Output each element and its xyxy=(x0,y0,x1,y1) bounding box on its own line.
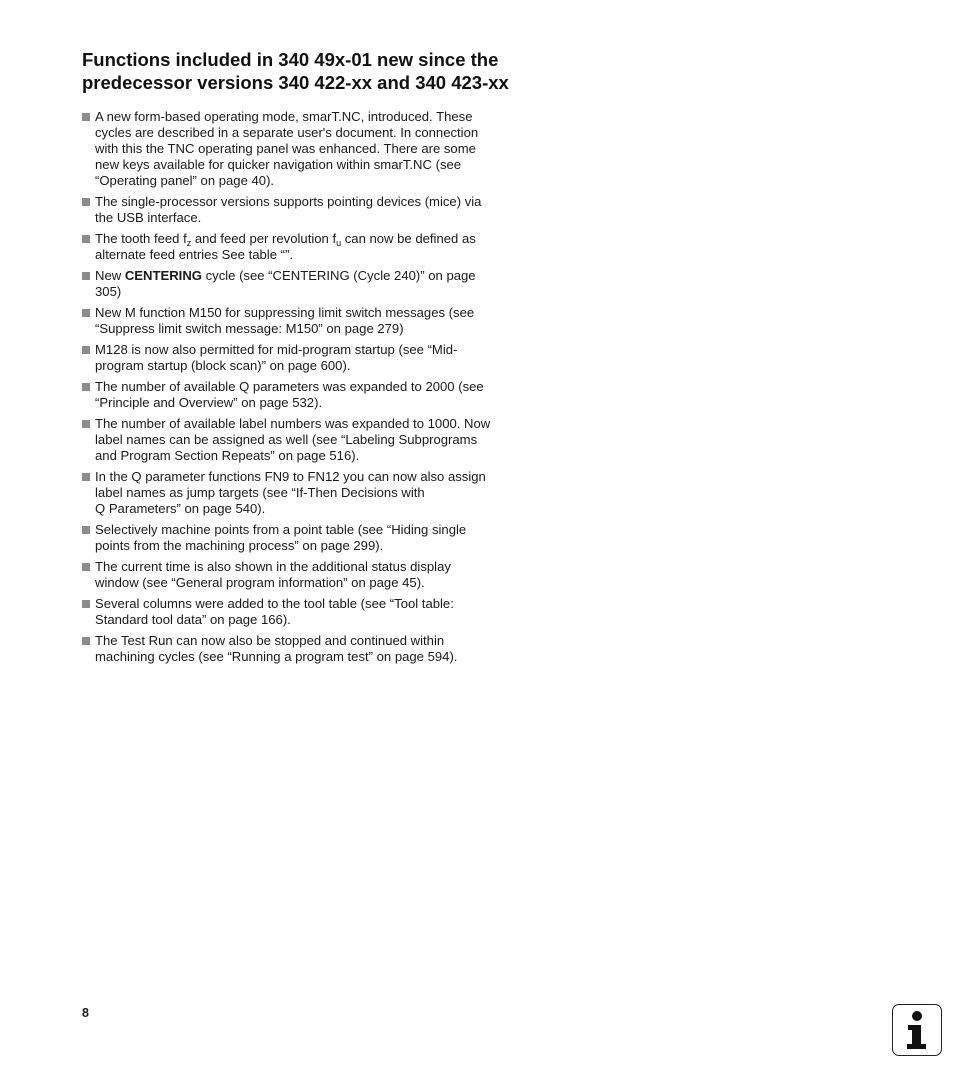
list-item: New M function M150 for suppressing limit switch messages (see “Suppress limit switch message: M150” on page 279) xyxy=(82,305,527,337)
cross-reference[interactable]: points from the machining process” on page 299). xyxy=(95,538,384,553)
cross-reference[interactable]: “Principle and Overview” on page 532). xyxy=(95,395,323,410)
list-item: The tooth feed $f_z$ and feed per revolution $f_u$ can now be defined as alternate feed entries See table “”. xyxy=(82,231,527,263)
page-number: 8 xyxy=(82,1006,89,1020)
cross-reference[interactable]: “Operating panel” on page 40). xyxy=(95,173,275,188)
cross-reference[interactable]: machining cycles (see “Running a program test” on page 594). xyxy=(95,649,458,664)
list-item: New CENTERING cycle (see “CENTERING (Cycle 240)” on page 305) xyxy=(82,268,527,300)
list-item: The current time is also shown in the additional status display window (see “General program information” on page 45). xyxy=(82,559,527,591)
heading-line-2: predecessor versions 340 422-xx and 340 423-xx xyxy=(82,72,509,93)
cross-reference[interactable]: Q Parameters” on page 540). xyxy=(95,501,266,516)
subscript-u: u xyxy=(336,238,342,248)
cross-reference[interactable]: window (see “General program information” on page 45). xyxy=(95,575,425,590)
cross-reference[interactable]: “Suppress limit switch message: M150” on page 279) xyxy=(95,321,404,336)
info-icon xyxy=(892,1004,942,1056)
list-item: The single-processor versions supports pointing devices (mice) via the USB interface. xyxy=(82,194,527,226)
cross-reference[interactable]: and Program Section Repeats” on page 516). xyxy=(95,448,360,463)
info-glyph xyxy=(893,1005,940,1054)
list-item: The Test Run can now also be stopped and continued within machining cycles (see “Running a program test” on page 594). xyxy=(82,633,527,665)
list-item: The number of available label numbers was expanded to 1000. Now label names can be assigned as well (see “Labeling Subprograms and Program Section Repeats” on page 516). xyxy=(82,416,527,464)
cross-reference[interactable]: Standard tool data” on page 166). xyxy=(95,612,291,627)
cross-reference[interactable]: cycle (see “CENTERING (Cycle 240)” on page xyxy=(201,268,476,283)
list-item: The number of available Q parameters was expanded to 2000 (see “Principle and Overview” on page 532). xyxy=(82,379,527,411)
list-item: Several columns were added to the tool table (see “Tool table: Standard tool data” on page 166). xyxy=(82,596,527,628)
list-item: A new form-based operating mode, smarT.NC, introduced. These cycles are described in a separate user's document. In connection with this the TNC operating panel was enhanced. There are some new keys available for quicker navigation within smarT.NC (see “Operating panel” on page 40). xyxy=(82,109,527,189)
section-heading xyxy=(82,48,552,94)
heading-line-1: Functions included in 340 49x-01 new since the xyxy=(82,49,499,70)
cycle-name-bold: CENTERING xyxy=(124,268,202,283)
subscript-z: z xyxy=(186,238,192,248)
list-item: M128 is now also permitted for mid-program startup (see “Mid- program startup (block scan)” on page 600). xyxy=(82,342,527,374)
cross-reference[interactable]: program startup (block scan)” on page 600). xyxy=(95,358,351,373)
feature-list xyxy=(82,109,527,670)
list-item: Selectively machine points from a point table (see “Hiding single points from the machining process” on page 299). xyxy=(82,522,527,554)
list-item: In the Q parameter functions FN9 to FN12 you can now also assign label names as jump targets (see “If-Then Decisions with Q Parameters” on page 540). xyxy=(82,469,527,517)
